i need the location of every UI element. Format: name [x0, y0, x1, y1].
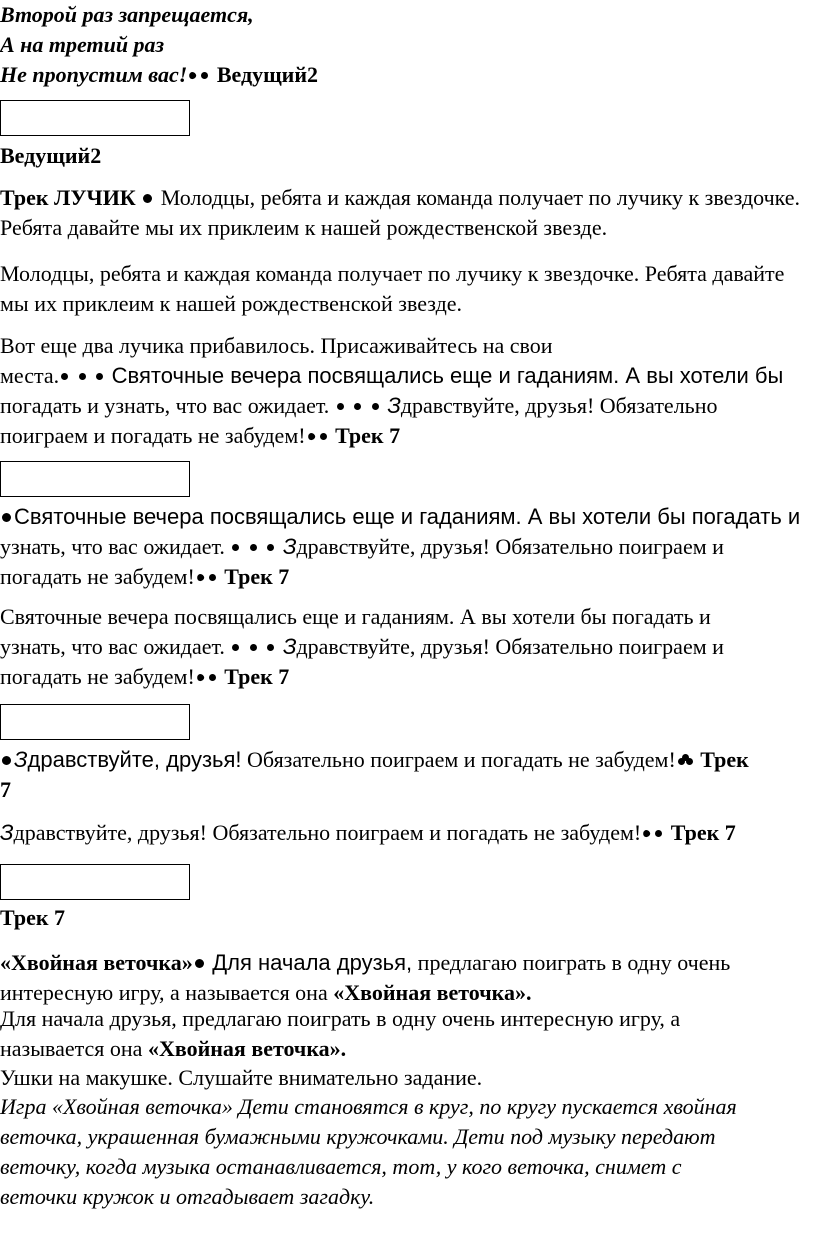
paragraph-6: Здравствуйте, друзья! Обязательно поиграем и погадать не забудем! Трек 7: [0, 747, 749, 802]
poem-line-3: Не пропустим вас! Ведущий2: [0, 62, 319, 87]
bullet-icon: [306, 432, 316, 442]
bullet-icon: [337, 403, 344, 410]
bullet-icon: [143, 194, 152, 203]
bullet-icon: [354, 403, 361, 410]
bullet-icon: [188, 71, 198, 81]
empty-frame: [0, 100, 190, 136]
paragraph-1: Трек ЛУЧИК Молодцы, ребята и каждая команда получает по лучику к звездочке. Ребята давайте мы их приклеим к нашей рождественской звезде.: [0, 185, 801, 240]
empty-frame: [0, 864, 190, 900]
paragraph-11: Игра «Хвойная веточка» Дети становятся в круг, по кругу пускается хвойная веточка, украшенная бумажными кружочками. Дети под музыку передают веточку, когда музыка останавливается, тот, у кого веточка, снимет с веточки кружок и отгадывает загадку.: [0, 1094, 737, 1209]
empty-frame: [0, 704, 190, 740]
bullet-icon: [201, 72, 208, 79]
paragraph-10: Ушки на макушке. Слушайте внимательно задание.: [0, 1065, 483, 1090]
track-heading: Трек 7: [0, 905, 66, 930]
paragraph-2: Молодцы, ребята и каждая команда получает по лучику к звездочке. Ребята давайте мы их приклеим к нашей рождественской звезде.: [0, 261, 785, 316]
bullet-icon: [61, 373, 68, 380]
bullet-icon: [209, 574, 216, 581]
paragraph-5: Святочные вечера посвящались еще и гаданиям. А вы хотели бы погадать и узнать, что вас ожидает. Здравствуйте, друзья! Обязательно поиграем и погадать не забудем! Трек 7: [0, 604, 724, 689]
bullet-icon: [250, 544, 257, 551]
bullet-icon: [250, 644, 257, 651]
bullet-icon: [2, 756, 11, 765]
bullet-icon: [96, 373, 103, 380]
bullet-icon: [2, 513, 11, 522]
bullet-icon: [196, 573, 206, 583]
paragraph-9: Для начала друзья, предлагаю поиграть в одну очень интересную игру, а называется она «Хвойная веточка».: [0, 1006, 681, 1061]
poem-line-2: А на третий раз: [0, 32, 165, 57]
paragraph-4: Святочные вечера посвящались еще и гаданиям. А вы хотели бы погадать и узнать, что вас ожидает. Здравствуйте, друзья! Обязательно поиграем и погадать не забудем! Трек 7: [0, 504, 801, 589]
poem-line-1: Второй раз запрещается,: [0, 2, 254, 27]
bullet-icon: [267, 644, 274, 651]
paragraph-7: Здравствуйте, друзья! Обязательно поиграем и погадать не забудем! Трек 7: [0, 820, 736, 845]
bullet-icon: [196, 673, 206, 683]
paragraph-3: Вот еще два лучика прибавилось. Присаживайтесь на свои места. Святочные вечера посвящались еще и гаданиям. А вы хотели бы погадать и узнать, что вас ожидает. Здравствуйте, друзья! Обязательно поиграем и погадать не забудем! Трек 7: [0, 333, 784, 448]
paragraph-8: «Хвойная веточка» Для начала друзья, предлагаю поиграть в одну очень интересную игру, а называется она «Хвойная веточка».: [0, 950, 731, 1005]
bullet-icon: [232, 544, 239, 551]
poem-block: [0, 0, 814, 90]
bullet-icon: [655, 830, 662, 837]
bullet-icon: [372, 403, 379, 410]
bullet-icon: [642, 829, 652, 839]
bullet-icon: [195, 959, 204, 968]
bullet-icon: [209, 674, 216, 681]
bullet-icon: [79, 373, 86, 380]
bullet-icon: [320, 433, 327, 440]
bullet-icon: [267, 544, 274, 551]
host-heading: Ведущий2: [0, 143, 102, 168]
bullet-icon: [232, 644, 239, 651]
empty-frame: [0, 461, 190, 497]
clover-icon: [678, 754, 693, 766]
